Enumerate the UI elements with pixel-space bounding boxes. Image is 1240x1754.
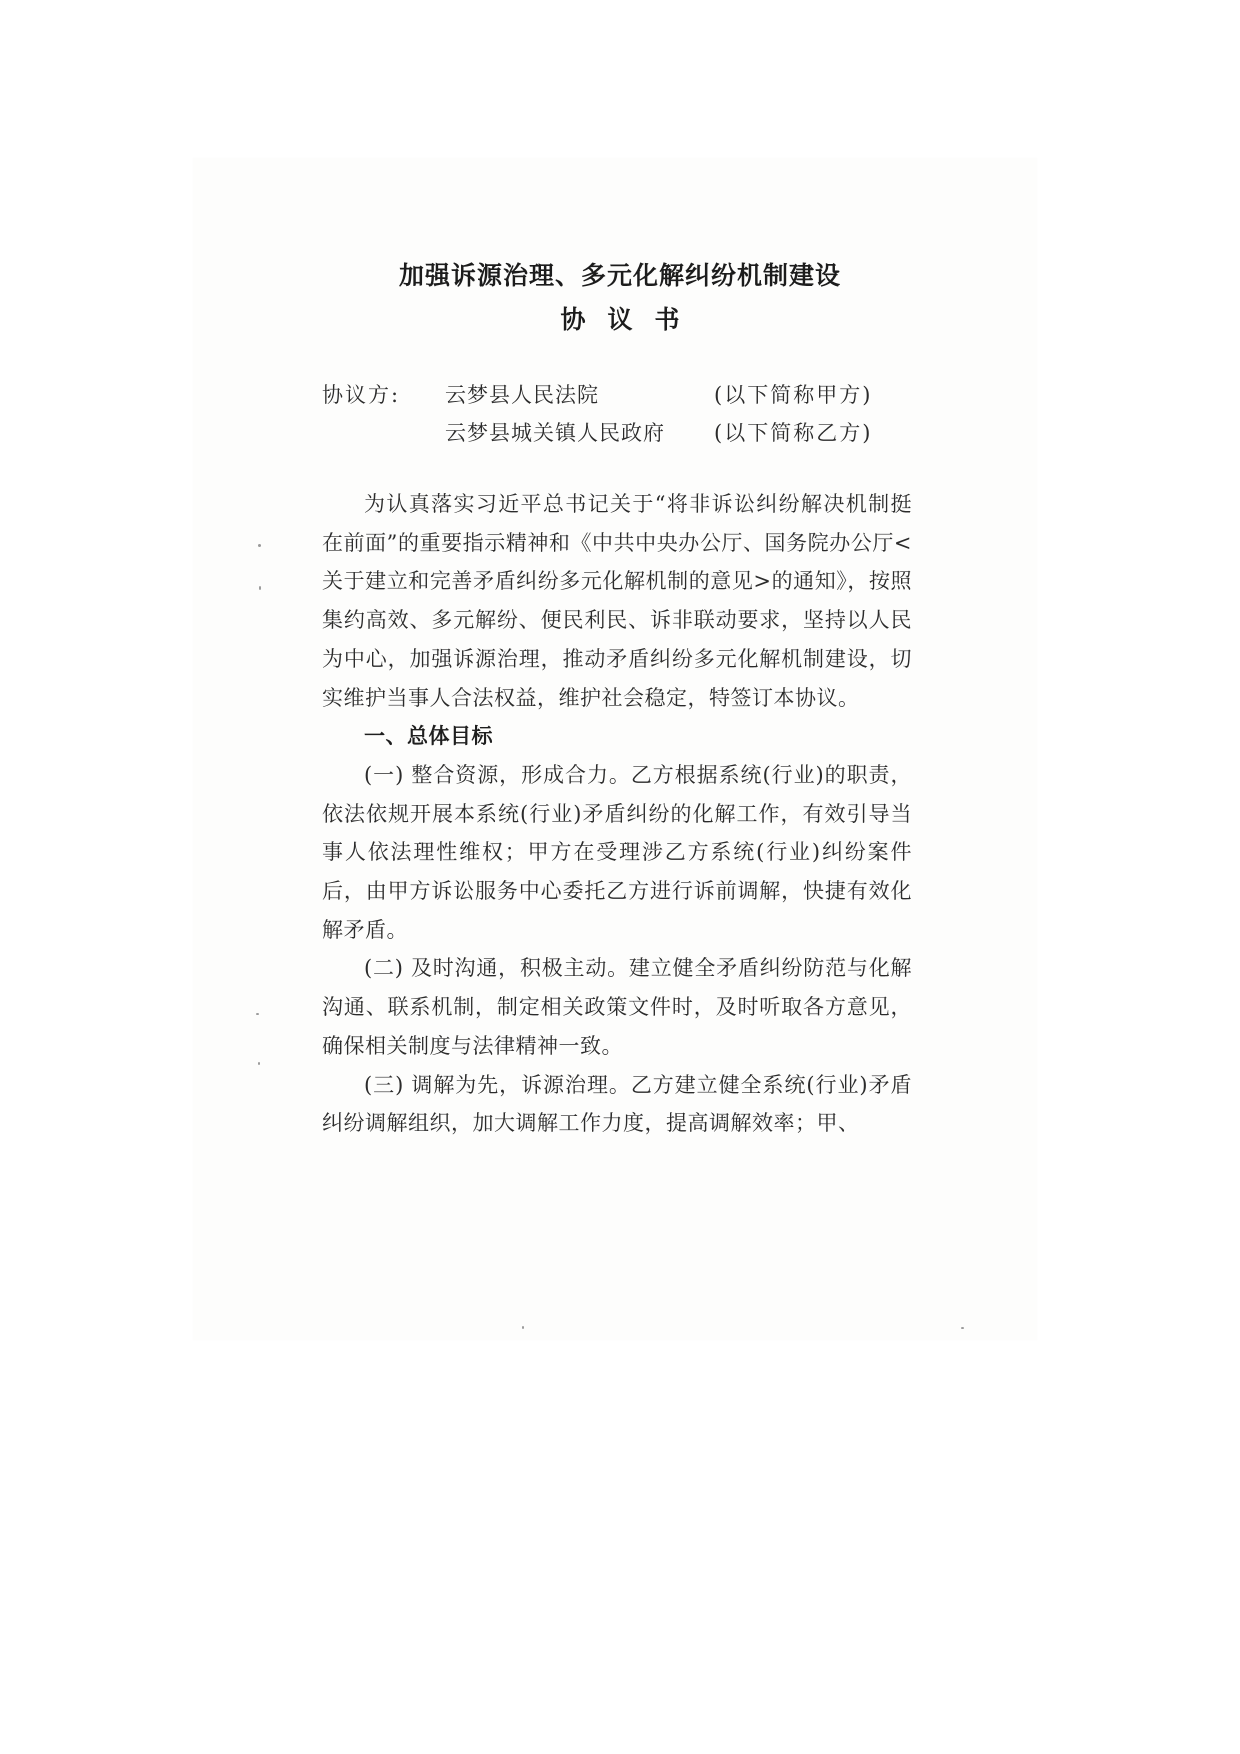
scan-speck — [258, 544, 261, 547]
scan-speck — [256, 1013, 259, 1015]
party-name: 云梦县人民法院 — [445, 383, 599, 407]
document-title: 加强诉源治理、多元化解纠纷机制建设 — [398, 261, 841, 290]
scan-speck — [258, 1062, 260, 1065]
parties-block — [322, 376, 922, 452]
scan-speck — [961, 1327, 964, 1329]
preamble-paragraph: 为认真落实习近平总书记关于“将非诉讼纠纷解决机制挺在前面”的重要指示精神和《中共中央办公厅、国务院办公厅<关于建立和完善矛盾纠纷多元化解机制的意见>的通知》，按照集约高效、多元解纷、便民利民、诉非联动要求，坚持以人民为中心，加强诉源治理，推动矛盾纠纷多元化解机制建设，切实维护当事人合法权益，维护社会稳定，特签订本协议。 — [322, 492, 912, 710]
section-heading: 一、总体目标 — [364, 724, 493, 749]
scan-speck — [522, 1326, 524, 1329]
party-row — [322, 376, 922, 414]
document-subtitle: 协议书 — [560, 305, 702, 334]
party-note: (以下简称乙方) — [714, 421, 873, 445]
clause-paragraph: (一) 整合资源，形成合力。乙方根据系统(行业)的职责，依法依规开展本系统(行业)矛盾纠纷的化解工作，有效引导当事人依法理性维权；甲方在受理涉乙方系统(行业)纠纷案件后，由甲方诉讼服务中心委托乙方进行诉前调解，快捷有效化解矛盾。 — [322, 762, 912, 942]
party-row — [322, 414, 922, 452]
scan-speck — [259, 586, 261, 590]
clause-paragraph: (二) 及时沟通，积极主动。建立健全矛盾纠纷防范与化解沟通、联系机制，制定相关政策文件时，及时听取各方意见，确保相关制度与法律精神一致。 — [322, 956, 912, 1058]
agreement-body — [322, 485, 912, 1143]
parties-label: 协议方: — [322, 383, 401, 407]
clause-paragraph: (三) 调解为先，诉源治理。乙方建立健全系统(行业)矛盾纠纷调解组织，加大调解工作力度，提高调解效率；甲、 — [322, 1072, 912, 1136]
party-name: 云梦县城关镇人民政府 — [445, 421, 665, 445]
party-note: (以下简称甲方) — [714, 383, 873, 407]
